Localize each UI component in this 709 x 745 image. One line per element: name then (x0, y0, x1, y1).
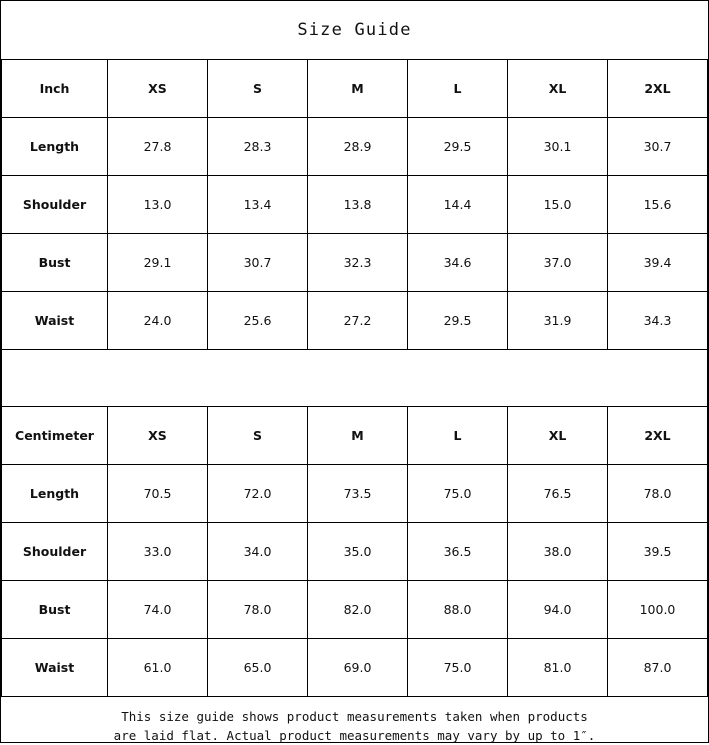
column-header-m: M (308, 407, 408, 465)
cell-shoulder-xl: 15.0 (508, 176, 608, 234)
cell-waist-xs: 61.0 (108, 639, 208, 697)
table-row (2, 581, 708, 639)
column-header-2xl: 2XL (608, 60, 708, 118)
cell-waist-m: 27.2 (308, 292, 408, 350)
cell-waist-xl: 31.9 (508, 292, 608, 350)
cell-waist-2xl: 87.0 (608, 639, 708, 697)
note-line-1: This size guide shows product measurements taken when products (121, 709, 588, 724)
row-label-waist: Waist (2, 292, 108, 350)
table-row (2, 176, 708, 234)
cell-bust-s: 78.0 (208, 581, 308, 639)
cell-length-2xl: 78.0 (608, 465, 708, 523)
cell-bust-xs: 74.0 (108, 581, 208, 639)
unit-label-centimeter: Centimeter (2, 407, 108, 465)
row-label-shoulder: Shoulder (2, 176, 108, 234)
cell-waist-2xl: 34.3 (608, 292, 708, 350)
table-row (2, 523, 708, 581)
table-row (2, 639, 708, 697)
column-header-m: M (308, 60, 408, 118)
cell-bust-xl: 94.0 (508, 581, 608, 639)
cell-bust-m: 32.3 (308, 234, 408, 292)
column-header-2xl: 2XL (608, 407, 708, 465)
table-row (2, 118, 708, 176)
table-header-row (2, 407, 708, 465)
cell-bust-s: 30.7 (208, 234, 308, 292)
cell-length-m: 28.9 (308, 118, 408, 176)
cell-length-l: 29.5 (408, 118, 508, 176)
column-header-xl: XL (508, 407, 608, 465)
cell-shoulder-s: 13.4 (208, 176, 308, 234)
cell-bust-2xl: 39.4 (608, 234, 708, 292)
column-header-xl: XL (508, 60, 608, 118)
row-label-bust: Bust (2, 581, 108, 639)
cell-length-xs: 70.5 (108, 465, 208, 523)
table-gap-divider (1, 350, 708, 406)
cell-shoulder-l: 14.4 (408, 176, 508, 234)
size-guide-note (1, 697, 708, 745)
cell-bust-2xl: 100.0 (608, 581, 708, 639)
row-label-bust: Bust (2, 234, 108, 292)
row-label-waist: Waist (2, 639, 108, 697)
column-header-xs: XS (108, 60, 208, 118)
cell-bust-xs: 29.1 (108, 234, 208, 292)
inch-size-table (1, 59, 708, 350)
centimeter-size-table (1, 406, 708, 697)
cell-shoulder-xs: 33.0 (108, 523, 208, 581)
table-row (2, 292, 708, 350)
column-header-l: L (408, 407, 508, 465)
cell-length-s: 28.3 (208, 118, 308, 176)
cell-length-2xl: 30.7 (608, 118, 708, 176)
cell-waist-l: 75.0 (408, 639, 508, 697)
cell-shoulder-m: 35.0 (308, 523, 408, 581)
row-label-shoulder: Shoulder (2, 523, 108, 581)
column-header-s: S (208, 60, 308, 118)
cell-shoulder-2xl: 15.6 (608, 176, 708, 234)
cell-length-l: 75.0 (408, 465, 508, 523)
cell-shoulder-l: 36.5 (408, 523, 508, 581)
cell-waist-xs: 24.0 (108, 292, 208, 350)
cell-waist-m: 69.0 (308, 639, 408, 697)
column-header-l: L (408, 60, 508, 118)
table-row (2, 465, 708, 523)
cell-length-m: 73.5 (308, 465, 408, 523)
note-line-2: are laid flat. Actual product measurements may vary by up to 1″. (113, 728, 596, 743)
table-header-row (2, 60, 708, 118)
cell-bust-l: 34.6 (408, 234, 508, 292)
cell-length-xl: 76.5 (508, 465, 608, 523)
column-header-xs: XS (108, 407, 208, 465)
cell-waist-s: 65.0 (208, 639, 308, 697)
cell-shoulder-m: 13.8 (308, 176, 408, 234)
table-row (2, 234, 708, 292)
cell-shoulder-xs: 13.0 (108, 176, 208, 234)
cell-length-xs: 27.8 (108, 118, 208, 176)
cell-shoulder-2xl: 39.5 (608, 523, 708, 581)
column-header-s: S (208, 407, 308, 465)
cell-waist-xl: 81.0 (508, 639, 608, 697)
cell-bust-l: 88.0 (408, 581, 508, 639)
cell-length-xl: 30.1 (508, 118, 608, 176)
cell-bust-xl: 37.0 (508, 234, 608, 292)
page-title: Size Guide (297, 20, 412, 40)
cell-shoulder-s: 34.0 (208, 523, 308, 581)
cell-bust-m: 82.0 (308, 581, 408, 639)
row-label-length: Length (2, 118, 108, 176)
unit-label-inch: Inch (2, 60, 108, 118)
cell-waist-l: 29.5 (408, 292, 508, 350)
row-label-length: Length (2, 465, 108, 523)
cell-shoulder-xl: 38.0 (508, 523, 608, 581)
cell-waist-s: 25.6 (208, 292, 308, 350)
cell-length-s: 72.0 (208, 465, 308, 523)
